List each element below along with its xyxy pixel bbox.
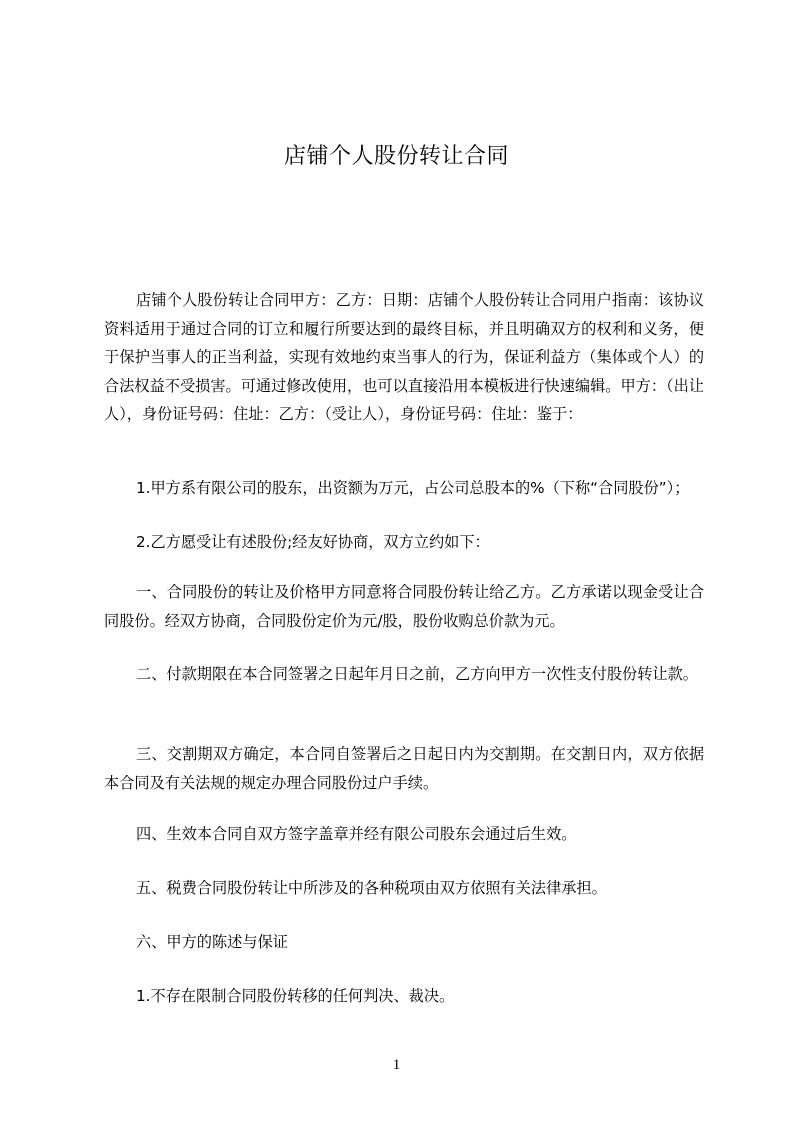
clause-4-paragraph: 四、生效本合同自双方签字盖章并经有限公司股东会通过后生效。 [136, 825, 577, 843]
clause-6-heading: 六、甲方的陈述与保证 [136, 933, 288, 951]
clause-6-item-1: 1.不存在限制合同股份转移的任何判决、裁决。 [136, 987, 455, 1005]
page-number: 1 [392, 1057, 401, 1073]
intro-paragraph: 店铺个人股份转让合同甲方：乙方：日期：店铺个人股份转让合同用户指南：该协议资料适用于通过合同的订立和履行所要达到的最终目标，并且明确双方的权利和义务，便于保护当事人的正当利益，实现有效地约束当事人的行为，保证利益方（集体或个人）的合法权益不受损害。可通过修改使用，也可以直接沿用本模板进行快速编辑。甲方：（出让人），身份证号码：住址：乙方：（受让人），身份证号码：住址：鉴于： [104, 291, 704, 423]
clause-3-paragraph: 三、交割期双方确定，本合同自签署后之日起日内为交割期。在交割日内，双方依据本合同及有关法规的规定办理合同股份过户手续。 [104, 745, 704, 792]
clause-2-paragraph: 二、付款期限在本合同签署之日起年月日之前，乙方向甲方一次性支付股份转让款。 [136, 665, 698, 683]
document-title: 店铺个人股份转让合同 [283, 144, 509, 169]
clause-1-paragraph: 一、合同股份的转让及价格甲方同意将合同股份转让给乙方。乙方承诺以现金受让合同股份。经双方协商，合同股份定价为元/股，股份收购总价款为元。 [104, 583, 704, 630]
recital-1-paragraph: 1.甲方系有限公司的股东，出资额为万元，占公司总股本的%（下称“合同股份”）； [136, 479, 690, 497]
clause-5-paragraph: 五、税费合同股份转让中所涉及的各种税项由双方依照有关法律承担。 [136, 879, 607, 897]
recital-2-paragraph: 2.乙方愿受让有述股份;经友好协商，双方立约如下： [136, 533, 490, 551]
